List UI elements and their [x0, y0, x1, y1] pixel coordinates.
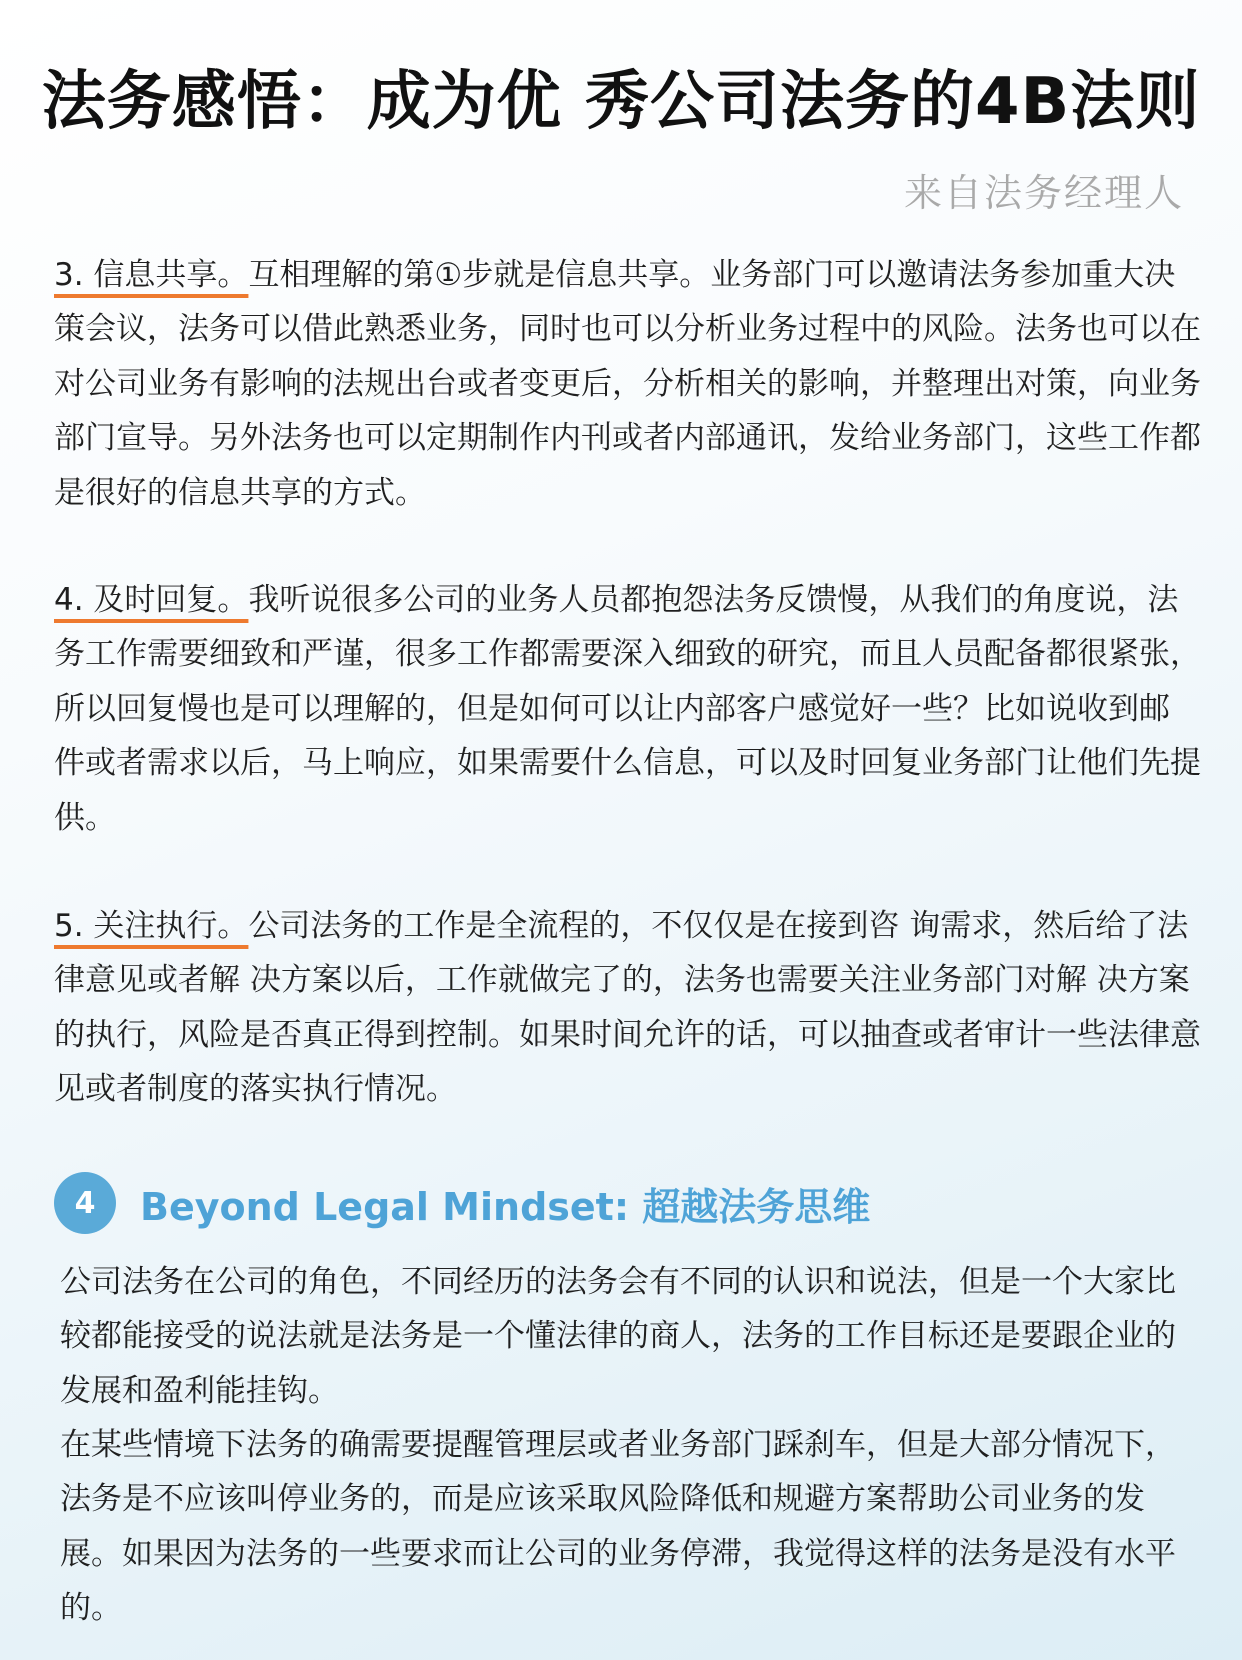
- section-4-paragraph-2: 在某些情境下法务的确需要提醒管理层或者业务部门踩刹车，但是大部分情况下，法务是不应该叫停业务的，而是应该采取风险降低和规避方案帮助公司业务的发展。如果因为法务的一些要求而让公司的业务停滞，我觉得这样的法务是没有水平的。: [60, 1427, 1176, 1627]
- body-info-sharing: 互相理解的第①步就是信息共享。业务部门可以邀请法务参加重大决策会议，法务可以借此熟悉业务，同时也可以分析业务过程中的风险。法务也可以在对公司业务有影响的法规出台或者变更后，分析相关的影响，并整理出对策，向业务部门宣导。另外法务也可以定期制作内刊或者内部通讯，发给业务部门，这些工作都是很好的信息共享的方式。: [54, 257, 1201, 511]
- body-focus-execution: 公司法务的工作是全流程的，不仅仅是在接到咨 询需求，然后给了法律意见或者解 决方案以后，工作就做完了的，法务也需要关注业务部门对解 决方案的执行，风险是否真正得到控制。如果时间允许的话，可以抽查或者审计一些法律意见或者制度的落实执行情况。: [54, 908, 1201, 1108]
- page-title: 法务感悟：成为优 秀公司法务的4B法则: [41, 65, 1201, 139]
- lead-focus-execution: 5. 关注执行。: [54, 908, 249, 944]
- paragraph-timely-reply: [54, 573, 1204, 845]
- section-number-badge: 4: [54, 1172, 116, 1234]
- lead-timely-reply: 4. 及时回复。: [54, 582, 249, 618]
- paragraph-focus-execution: [54, 899, 1204, 1117]
- section-4-paragraph-1: 公司法务在公司的角色，不同经历的法务会有不同的认识和说法，但是一个大家比较都能接受的说法就是法务是一个懂法律的商人，法务的工作目标还是要跟企业的发展和盈利能挂钩。: [60, 1264, 1176, 1409]
- section-4-header: [54, 1171, 870, 1235]
- body-timely-reply: 我听说很多公司的业务人员都抱怨法务反馈慢，从我们的角度说，法务工作需要细致和严谨，很多工作都需要深入细致的研究，而且人员配备都很紧张，所以回复慢也是可以理解的，但是如何可以让内部客户感觉好一些？比如说收到邮 件或者需求以后，马上响应，如果需要什么信息，可以及时回复业务部门让他们先提供。: [54, 582, 1201, 836]
- source-attribution: 来自法务经理人: [903, 171, 1184, 215]
- paragraph-info-sharing: [54, 248, 1204, 520]
- section-4-title: Beyond Legal Mindset: 超越法务思维: [140, 1184, 871, 1229]
- lead-info-sharing: 3. 信息共享。: [54, 257, 249, 293]
